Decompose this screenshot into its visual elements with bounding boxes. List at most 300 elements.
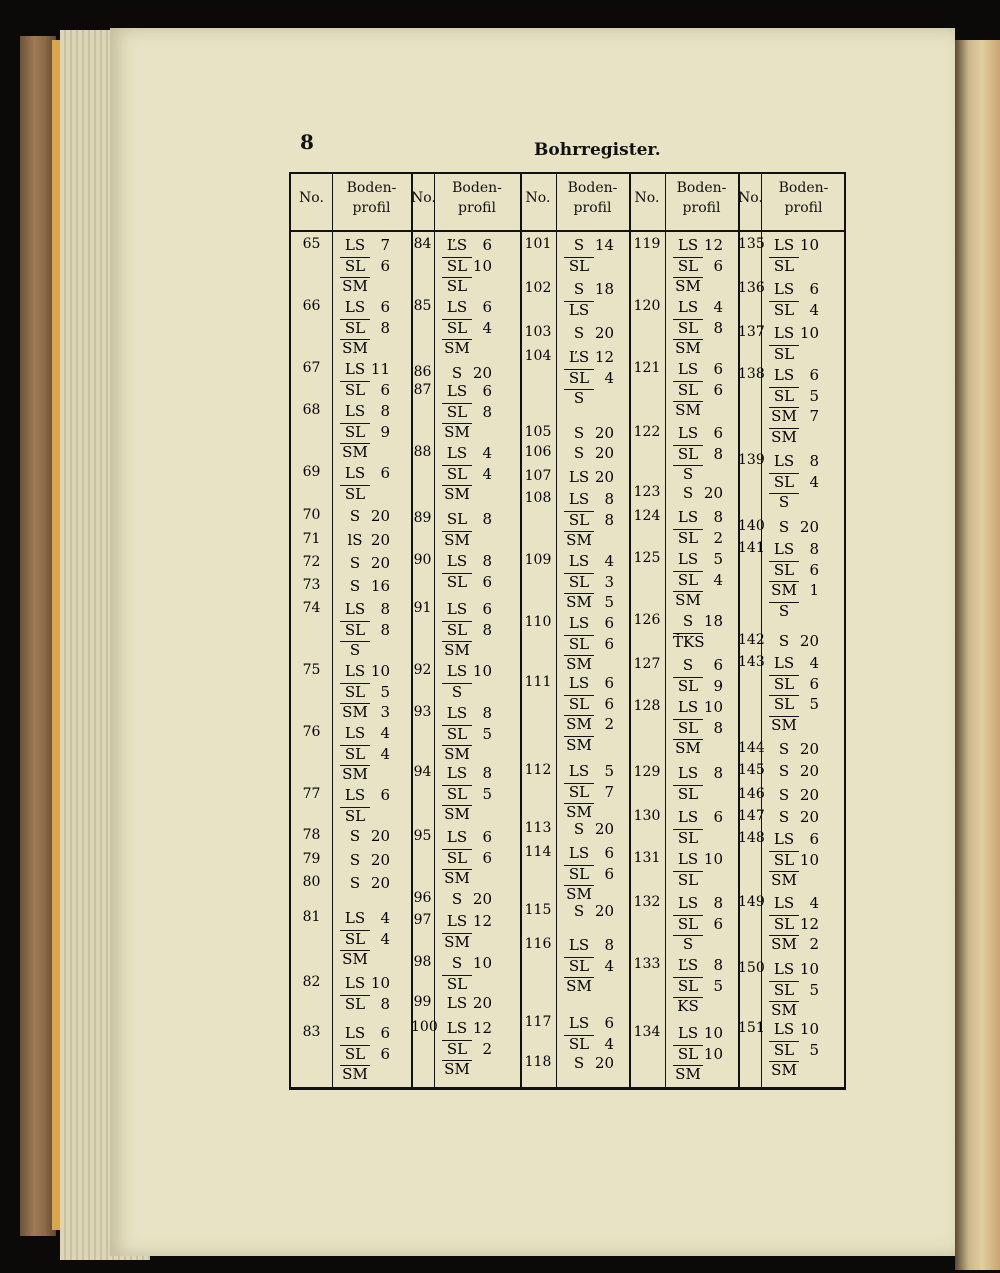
entry-number: 149 (738, 894, 765, 910)
layer-depth: 9 (380, 422, 390, 441)
entry-number: 79 (302, 851, 321, 867)
profile-layer (442, 954, 492, 972)
profile-layer (564, 511, 614, 529)
profile-layer (340, 662, 390, 680)
entry-number: 81 (302, 909, 321, 925)
profile-layer (340, 381, 390, 399)
profile-layer (673, 445, 723, 463)
layer-depth: 18 (594, 280, 614, 298)
entry-number: 70 (302, 507, 321, 523)
layer-depth: 20 (472, 994, 492, 1012)
layer-depth: 6 (380, 1044, 390, 1063)
layer-depth: 20 (594, 902, 614, 920)
profile-layer (769, 851, 819, 869)
soil-symbol: SM (442, 339, 472, 356)
soil-symbol: LS (446, 704, 468, 722)
entry-number: 76 (302, 724, 321, 740)
profile-layer (673, 571, 723, 589)
layer-depth: 8 (482, 402, 492, 421)
layer-depth: 20 (370, 507, 390, 525)
profile-layer (340, 1024, 390, 1042)
profile-layer (564, 1014, 614, 1032)
soil-symbol: SM (673, 739, 703, 756)
profile-layer (340, 909, 390, 927)
soil-symbol: LS (446, 600, 468, 618)
layer-depth: 4 (482, 464, 492, 483)
soil-symbol: LS (344, 600, 366, 618)
profile-layer (564, 783, 614, 801)
layer-depth: 20 (370, 554, 390, 572)
layer-depth: 8 (713, 508, 723, 526)
soil-symbol: S (451, 954, 463, 972)
column-rule (434, 174, 435, 1087)
soil-symbol: LS (773, 452, 795, 470)
profile-layer (769, 540, 819, 558)
entry-number: 86 (413, 364, 432, 380)
entry-number: 118 (524, 1054, 552, 1070)
layer-depth: 8 (482, 552, 492, 570)
soil-symbol: SM (442, 933, 472, 950)
entry-number: 103 (524, 324, 552, 340)
layer-depth: 4 (380, 744, 390, 763)
profile-layer (340, 786, 390, 804)
profile-layer (769, 1061, 819, 1079)
soil-symbol: LS (773, 366, 795, 384)
profile-layer (442, 662, 492, 680)
soil-symbol: SL (564, 783, 594, 800)
profile-layer (442, 465, 492, 483)
soil-symbol: SL (769, 387, 799, 404)
profile-layer (340, 851, 390, 869)
soil-symbol: S (778, 632, 790, 650)
entry-number: 144 (738, 740, 765, 756)
layer-depth: 16 (370, 577, 390, 595)
layer-depth: 4 (809, 894, 819, 912)
profile-layer (442, 890, 492, 908)
entry-number: 124 (633, 508, 661, 524)
layer-depth: 10 (799, 236, 819, 254)
profile-layer (769, 1041, 819, 1059)
profile-layer (769, 518, 819, 536)
soil-symbol: S (573, 324, 585, 342)
column-rule (738, 174, 740, 1087)
profile-layer (673, 656, 723, 674)
profile-layer (340, 531, 390, 549)
entry-number: 140 (738, 518, 765, 534)
soil-symbol: SM (564, 803, 594, 820)
layer-depth: 6 (713, 808, 723, 826)
profile-layer (442, 975, 492, 993)
layer-depth: 6 (482, 382, 492, 400)
layer-depth: 5 (482, 724, 492, 743)
profile-layer (673, 381, 723, 399)
profile-layer (340, 765, 390, 783)
soil-symbol: LS (568, 762, 590, 780)
soil-symbol: SM (673, 277, 703, 294)
soil-symbol: SL (442, 1040, 472, 1057)
entry-number: 93 (413, 704, 432, 720)
profile-layer (673, 977, 723, 995)
soil-symbol: LS (344, 974, 366, 992)
soil-symbol: SL (673, 915, 703, 932)
entry-number: 82 (302, 974, 321, 990)
layer-depth: 6 (713, 256, 723, 275)
entry-number: 67 (302, 360, 321, 376)
profile-layer (673, 401, 723, 419)
profile-layer (340, 319, 390, 337)
entry-number: 92 (413, 662, 432, 678)
soil-symbol: S (673, 465, 703, 482)
layer-depth: 6 (713, 360, 723, 378)
entry-number: 102 (524, 280, 552, 296)
entry-number: 126 (633, 612, 661, 628)
layer-depth: 8 (604, 510, 614, 529)
layer-depth: 8 (809, 452, 819, 470)
layer-depth: 20 (799, 808, 819, 826)
profile-layer (673, 808, 723, 826)
layer-depth: 6 (604, 614, 614, 632)
layer-depth: 8 (482, 764, 492, 782)
entry-number: 134 (633, 1024, 661, 1040)
layer-depth: 6 (809, 280, 819, 298)
profile-layer (673, 677, 723, 695)
soil-symbol: SL (340, 319, 370, 336)
soil-symbol: S (573, 444, 585, 462)
profile-layer (673, 612, 723, 630)
layer-depth: 6 (380, 464, 390, 482)
soil-symbol: ĽS (677, 956, 699, 974)
profile-layer (564, 369, 614, 387)
layer-depth: 6 (809, 674, 819, 693)
profile-layer (442, 828, 492, 846)
soil-symbol: LS (344, 298, 366, 316)
soil-symbol: LS (344, 909, 366, 927)
soil-symbol: S (564, 389, 594, 406)
soil-symbol: SL (442, 621, 472, 638)
profile-layer (769, 740, 819, 758)
soil-symbol: SM (564, 593, 594, 610)
soil-symbol: SL (769, 301, 799, 318)
profile-layer (769, 894, 819, 912)
entry-number: 109 (524, 552, 552, 568)
soil-symbol: SM (769, 428, 799, 445)
profile-layer (340, 464, 390, 482)
header-bodenprofil: Boden- profil (676, 180, 727, 216)
profile-layer (673, 591, 723, 609)
layer-depth: 6 (604, 1014, 614, 1032)
soil-symbol: SL (564, 695, 594, 712)
soil-symbol: LS (344, 236, 366, 254)
layer-depth: 8 (482, 704, 492, 722)
soil-symbol: SM (442, 745, 472, 762)
column-rule (761, 174, 762, 1087)
entry-number: 87 (413, 382, 432, 398)
profile-layer (442, 600, 492, 618)
profile-layer (673, 257, 723, 275)
profile-layer (564, 301, 614, 319)
entry-number: 137 (738, 324, 765, 340)
soil-symbol: LS (677, 360, 699, 378)
soil-symbol: SM (769, 716, 799, 733)
layer-depth: 4 (809, 472, 819, 491)
entry-number: 148 (738, 830, 765, 846)
entry-number: 65 (302, 236, 321, 252)
profile-layer (442, 257, 492, 275)
layer-depth: 14 (594, 236, 614, 254)
soil-symbol: SM (673, 591, 703, 608)
profile-layer (564, 977, 614, 995)
profile-layer (769, 915, 819, 933)
soil-symbol: LS (446, 662, 468, 680)
soil-symbol: SL (340, 745, 370, 762)
layer-depth: 5 (380, 682, 390, 701)
entry-number: 91 (413, 600, 432, 616)
entry-number: 119 (633, 236, 661, 252)
soil-symbol: LS (446, 444, 468, 462)
profile-layer (340, 277, 390, 295)
profile-layer (564, 257, 614, 275)
soil-symbol: SM (442, 641, 472, 658)
soil-symbol: S (682, 484, 694, 502)
soil-symbol: SL (442, 573, 472, 590)
profile-layer (769, 236, 819, 254)
entry-number: 136 (738, 280, 765, 296)
profile-layer (340, 930, 390, 948)
soil-symbol: SL (340, 807, 370, 824)
profile-layer (673, 850, 723, 868)
profile-layer (564, 444, 614, 462)
profile-layer (564, 715, 614, 733)
header-no: No. (634, 190, 660, 206)
entry-number: 112 (524, 762, 552, 778)
layer-depth: 4 (380, 929, 390, 948)
facing-page-edge (955, 40, 1000, 1270)
entry-number: 97 (413, 912, 432, 928)
layer-depth: 5 (809, 695, 819, 714)
profile-layer (340, 1045, 390, 1063)
entry-number: 77 (302, 786, 321, 802)
profile-layer (673, 424, 723, 442)
soil-symbol: SL (442, 725, 472, 742)
entry-number: 71 (302, 531, 321, 547)
entry-number: 132 (633, 894, 661, 910)
soil-symbol: SL (769, 473, 799, 490)
soil-symbol: LS (677, 508, 699, 526)
profile-layer (340, 298, 390, 316)
layer-depth: 6 (380, 1024, 390, 1042)
profile-layer (673, 1065, 723, 1083)
layer-depth: 6 (809, 366, 819, 384)
layer-depth: 6 (713, 424, 723, 442)
soil-symbol: SL (673, 529, 703, 546)
entry-number: 122 (633, 424, 661, 440)
soil-symbol: SM (769, 1001, 799, 1018)
layer-depth: 10 (703, 1044, 723, 1063)
entry-number: 105 (524, 424, 552, 440)
profile-layer (564, 236, 614, 254)
profile-layer (442, 364, 492, 382)
profile-layer (769, 452, 819, 470)
soil-symbol: LS (677, 298, 699, 316)
layer-depth: 6 (713, 380, 723, 399)
soil-symbol: S (349, 554, 361, 572)
soil-symbol: LS (568, 936, 590, 954)
profile-layer (673, 829, 723, 847)
entry-number: 130 (633, 808, 661, 824)
soil-symbol: SM (340, 1065, 370, 1082)
soil-symbol: S (673, 935, 703, 952)
soil-symbol: S (778, 762, 790, 780)
entry-number: 107 (524, 468, 552, 484)
profile-layer (673, 298, 723, 316)
column-rule (556, 174, 557, 1087)
layer-depth: 12 (703, 236, 723, 254)
soil-symbol: LS (677, 424, 699, 442)
profile-layer (673, 956, 723, 974)
layer-depth: 2 (482, 1039, 492, 1058)
profile-layer (442, 277, 492, 295)
profile-layer (340, 600, 390, 618)
profile-layer (769, 602, 819, 620)
profile-layer (564, 655, 614, 673)
layer-depth: 4 (604, 956, 614, 975)
soil-symbol: SM (340, 950, 370, 967)
layer-depth: 20 (703, 484, 723, 502)
profile-layer (564, 573, 614, 591)
soil-symbol: S (340, 641, 370, 658)
profile-layer (564, 936, 614, 954)
entry-number: 128 (633, 698, 661, 714)
layer-depth: 10 (799, 960, 819, 978)
soil-symbol: LS (446, 764, 468, 782)
soil-symbol: LS (677, 808, 699, 826)
layer-depth: 4 (809, 654, 819, 672)
soil-symbol: SL (673, 829, 703, 846)
layer-depth: 12 (799, 914, 819, 933)
layer-depth: 8 (713, 894, 723, 912)
entry-number: 69 (302, 464, 321, 480)
soil-symbol: ĽS (446, 236, 468, 254)
soil-symbol: SL (564, 865, 594, 882)
soil-symbol: S (778, 518, 790, 536)
header-no: No. (525, 190, 551, 206)
soil-symbol: SL (442, 849, 472, 866)
layer-depth: 6 (380, 380, 390, 399)
profile-layer (769, 830, 819, 848)
layer-depth: 4 (482, 444, 492, 462)
soil-symbol: SM (673, 401, 703, 418)
entry-number: 143 (738, 654, 765, 670)
soil-symbol: SL (673, 571, 703, 588)
layer-depth: 8 (482, 510, 492, 528)
soil-symbol: LS (344, 662, 366, 680)
entry-number: 104 (524, 348, 552, 364)
profile-layer (769, 935, 819, 953)
layer-depth: 2 (809, 935, 819, 954)
profile-layer (442, 1019, 492, 1037)
layer-depth: 4 (713, 298, 723, 316)
layer-depth: 8 (809, 540, 819, 558)
layer-depth: 5 (809, 1040, 819, 1059)
entry-number: 150 (738, 960, 765, 976)
layer-depth: 10 (799, 850, 819, 869)
layer-depth: 8 (380, 600, 390, 618)
soil-symbol: SM (769, 871, 799, 888)
profile-layer (673, 719, 723, 737)
soil-symbol: SL (769, 257, 799, 274)
soil-symbol: SM (769, 1061, 799, 1078)
soil-symbol: SM (564, 531, 594, 548)
profile-layer (564, 803, 614, 821)
soil-symbol: SL (340, 995, 370, 1012)
profile-layer (340, 950, 390, 968)
entry-number: 142 (738, 632, 765, 648)
entry-number: 114 (524, 844, 552, 860)
profile-layer (564, 902, 614, 920)
profile-layer (673, 319, 723, 337)
profile-layer (769, 366, 819, 384)
profile-layer (564, 1054, 614, 1072)
profile-layer (564, 280, 614, 298)
soil-symbol: SL (340, 621, 370, 638)
layer-depth: 6 (604, 694, 614, 713)
profile-layer (442, 531, 492, 549)
profile-layer (673, 633, 723, 651)
profile-layer (673, 764, 723, 782)
profile-layer (673, 935, 723, 953)
layer-depth: 8 (604, 936, 614, 954)
entry-number: 116 (524, 936, 552, 952)
profile-layer (564, 531, 614, 549)
layer-depth: 4 (380, 724, 390, 742)
profile-layer (673, 360, 723, 378)
profile-layer (442, 785, 492, 803)
soil-symbol: SM (340, 339, 370, 356)
entry-number: 120 (633, 298, 661, 314)
soil-symbol: LS (344, 724, 366, 742)
soil-symbol: SL (769, 981, 799, 998)
soil-symbol: SM (769, 935, 799, 952)
soil-symbol: LS (564, 301, 594, 318)
header-no: No. (411, 190, 436, 206)
soil-symbol: SL (442, 277, 472, 294)
soil-symbol: S (573, 280, 585, 298)
profile-layer (340, 402, 390, 420)
soil-symbol: SL (769, 1041, 799, 1058)
profile-layer (340, 423, 390, 441)
profile-layer (442, 382, 492, 400)
profile-layer (769, 493, 819, 511)
layer-depth: 12 (472, 912, 492, 930)
soil-symbol: SM (442, 1060, 472, 1077)
entry-number: 146 (738, 786, 765, 802)
profile-layer (564, 695, 614, 713)
soil-symbol: LS (446, 382, 468, 400)
profile-layer (769, 324, 819, 342)
layer-depth: 10 (472, 256, 492, 275)
profile-layer (442, 869, 492, 887)
profile-layer (340, 339, 390, 357)
soil-symbol: SM (673, 339, 703, 356)
soil-symbol: SL (673, 257, 703, 274)
entry-number: 123 (633, 484, 661, 500)
soil-symbol: SL (442, 403, 472, 420)
profile-layer (673, 785, 723, 803)
layer-depth: 7 (604, 782, 614, 801)
soil-symbol: SL (673, 977, 703, 994)
profile-layer (564, 885, 614, 903)
layer-depth: 6 (713, 656, 723, 674)
